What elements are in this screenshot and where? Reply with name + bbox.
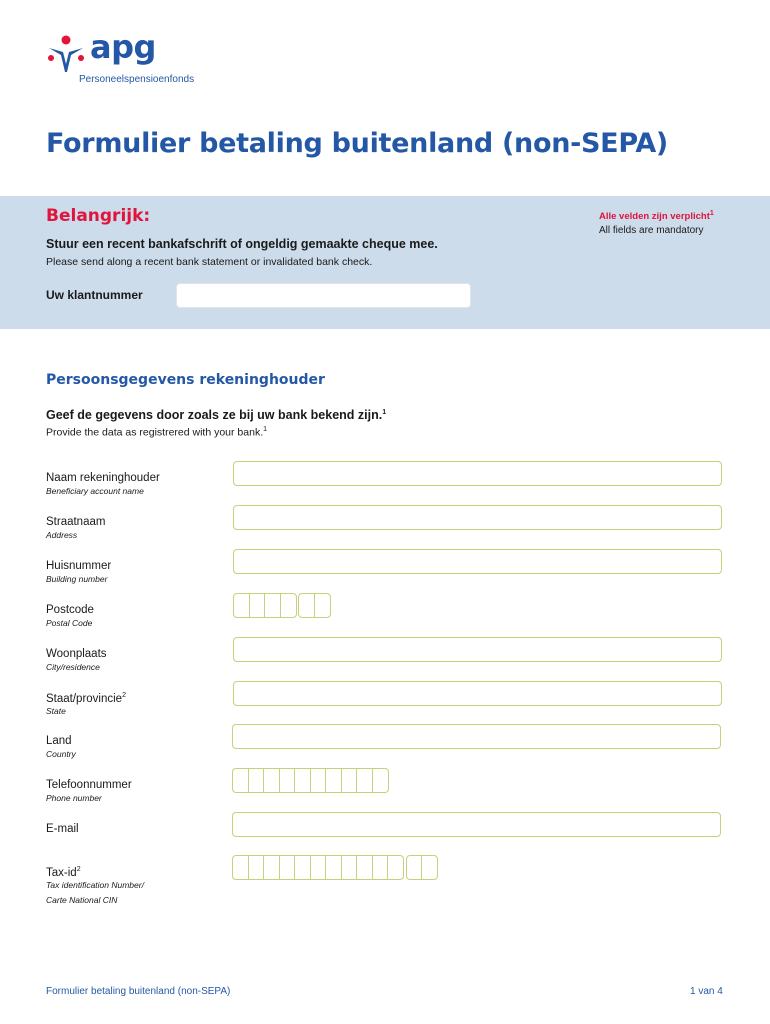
email-input[interactable] — [232, 812, 721, 837]
client-number-label: Uw klantnummer — [46, 288, 143, 302]
field-label: Huisnummer — [46, 560, 112, 572]
tax-id-cell[interactable] — [356, 855, 373, 880]
page-title: Formulier betaling buitenland (non-SEPA) — [46, 128, 668, 159]
phone-cell[interactable] — [232, 768, 249, 793]
required-note-en: All fields are mandatory — [599, 225, 704, 236]
footer-form-name: Formulier betaling buitenland (non-SEPA) — [46, 986, 231, 997]
phone-cell[interactable] — [263, 768, 280, 793]
field-sublabel: Building number — [46, 574, 108, 584]
phone-cell[interactable] — [294, 768, 311, 793]
field-sublabel: Address — [46, 530, 78, 540]
field-sublabel: Tax identification Number/ — [46, 880, 144, 890]
tax-id-cell[interactable] — [406, 855, 423, 880]
phone-cell[interactable] — [310, 768, 327, 793]
phone-cell[interactable] — [325, 768, 342, 793]
apg-logo — [46, 28, 216, 90]
street-input[interactable] — [233, 505, 722, 530]
field-label: Straatnaam — [46, 516, 106, 528]
field-sublabel: Country — [46, 749, 76, 759]
field-label: Naam rekeninghouder — [46, 472, 160, 484]
postcode-cell[interactable] — [314, 593, 331, 618]
field-sublabel-2: Carte National CIN — [46, 895, 118, 905]
tax-id-cell[interactable] — [310, 855, 327, 880]
tax-id-cell[interactable] — [372, 855, 389, 880]
field-label: Tax-$id^2$ — [46, 866, 81, 879]
phone-cell[interactable] — [341, 768, 358, 793]
postcode-cell[interactable] — [298, 593, 315, 618]
important-panel — [0, 196, 770, 329]
state-input[interactable] — [233, 681, 722, 706]
phone-cell[interactable] — [356, 768, 373, 793]
postcode-cell[interactable] — [249, 593, 266, 618]
postcode-input[interactable] — [233, 593, 329, 618]
postcode-cell[interactable] — [280, 593, 297, 618]
tax-id-cell[interactable] — [341, 855, 358, 880]
account-name-input[interactable] — [233, 461, 722, 486]
tax-id-cell[interactable] — [279, 855, 296, 880]
house-number-input[interactable] — [233, 549, 722, 574]
logo-subtitle: Personeelspensioenfonds — [79, 74, 195, 85]
section-title: Persoonsgegevens rekeninghouder — [46, 372, 325, 388]
field-label: Woonplaats — [46, 648, 107, 660]
important-line-nl: Stuur een recent bankafschrift of ongeldig gemaakte cheque mee. — [46, 237, 438, 251]
field-sublabel: Beneficiary account name — [46, 486, 144, 496]
postcode-cell[interactable] — [233, 593, 250, 618]
tax-id-input[interactable] — [232, 855, 437, 880]
field-sublabel: Phone number — [46, 793, 102, 803]
postcode-cell[interactable] — [264, 593, 281, 618]
field-label: Telefoonnummer — [46, 779, 132, 791]
tax-id-cell[interactable] — [421, 855, 438, 880]
field-label: Postcode — [46, 604, 94, 616]
city-input[interactable] — [233, 637, 722, 662]
field-label: E-mail — [46, 823, 79, 835]
field-label: Staat/provincie$^2$ — [46, 692, 126, 705]
client-number-input[interactable] — [176, 283, 471, 308]
important-line-en: Please send along a recent bank statement or invalidated bank check. — [46, 256, 373, 268]
tax-id-cell[interactable] — [387, 855, 404, 880]
phone-input[interactable] — [232, 768, 387, 793]
country-input[interactable] — [232, 724, 721, 749]
field-sublabel: City/residence — [46, 662, 100, 672]
logo-wordmark: apg — [90, 28, 156, 66]
tax-id-cell[interactable] — [325, 855, 342, 880]
tax-id-cell[interactable] — [232, 855, 249, 880]
phone-cell[interactable] — [372, 768, 389, 793]
section-intro-nl: Geef de gegevens door zoals ze bij uw bank bekend zijn.$^1$ — [46, 408, 387, 422]
phone-cell[interactable] — [279, 768, 296, 793]
phone-cell[interactable] — [248, 768, 265, 793]
field-label: Land — [46, 735, 72, 747]
section-intro-en: Provide the data as registrered with your bank.$^1$ — [46, 426, 268, 439]
footer-page-number: 1 van 4 — [690, 986, 723, 997]
tax-id-cell[interactable] — [263, 855, 280, 880]
required-note-nl: Alle velden zijn verplicht$^1$ — [599, 210, 714, 223]
field-sublabel: State — [46, 706, 66, 716]
tax-id-cell[interactable] — [248, 855, 265, 880]
important-heading: Belangrijk: — [46, 206, 151, 226]
field-sublabel: Postal Code — [46, 618, 93, 628]
apg-figure-icon — [46, 34, 86, 74]
tax-id-cell[interactable] — [294, 855, 311, 880]
